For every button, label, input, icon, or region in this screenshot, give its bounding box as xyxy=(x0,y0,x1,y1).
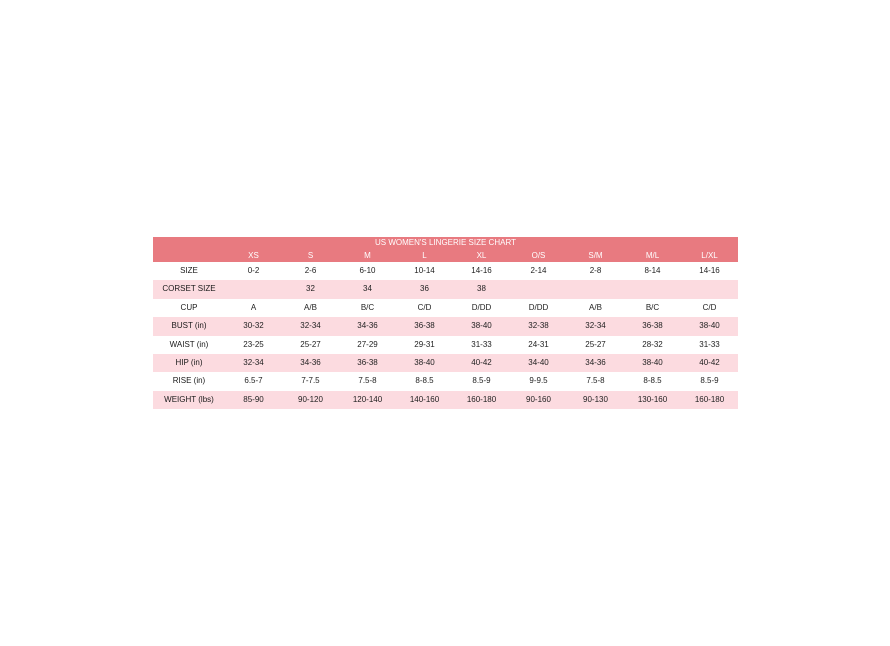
row-label: BUST (in) xyxy=(153,317,225,335)
table-cell: 160-180 xyxy=(681,391,738,409)
table-cell: D/DD xyxy=(471,302,492,312)
size-header: S xyxy=(282,249,339,262)
table-cell: 9-9.5 xyxy=(529,376,548,386)
table-cell: A/B xyxy=(304,302,317,312)
table-cell: 38-40 xyxy=(453,317,510,335)
title-row xyxy=(153,237,738,249)
table-cell xyxy=(567,280,624,298)
size-header: XL xyxy=(453,249,510,262)
table-cell: 8-8.5 xyxy=(643,376,662,386)
table-cell: 130-160 xyxy=(624,391,681,409)
table-cell xyxy=(681,280,738,298)
row-label: SIZE xyxy=(180,266,198,275)
table-cell: C/D xyxy=(417,302,432,312)
table-cell: 7-7.5 xyxy=(301,376,320,386)
table-cell: 7.5-8 xyxy=(358,376,377,386)
row-label: CORSET SIZE xyxy=(153,280,225,298)
table-cell: 32-34 xyxy=(282,317,339,335)
table-cell: 29-31 xyxy=(414,339,435,349)
chart-title: US WOMEN'S LINGERIE SIZE CHART xyxy=(153,237,738,249)
table-cell: 36 xyxy=(396,280,453,298)
table-cell: 90-160 xyxy=(510,391,567,409)
table-cell: 31-33 xyxy=(699,339,720,349)
table-cell: 14-16 xyxy=(699,266,720,275)
table-cell: 85-90 xyxy=(225,391,282,409)
size-header: S/M xyxy=(567,249,624,262)
table-cell: 6-10 xyxy=(359,266,376,275)
table-cell: C/D xyxy=(702,302,717,312)
table-row xyxy=(153,336,738,354)
table-cell: 32-34 xyxy=(225,354,282,372)
table-cell: 40-42 xyxy=(681,354,738,372)
table-cell: 32 xyxy=(282,280,339,298)
table-cell: 24-31 xyxy=(528,339,549,349)
table-row xyxy=(153,372,738,390)
row-label: CUP xyxy=(180,302,198,312)
size-header: L/XL xyxy=(681,249,738,262)
table-cell: 34-40 xyxy=(510,354,567,372)
table-cell: 25-27 xyxy=(300,339,321,349)
table-cell: 8-14 xyxy=(644,266,661,275)
row-label: HIP (in) xyxy=(153,354,225,372)
table-cell: 34 xyxy=(339,280,396,298)
table-cell: 23-25 xyxy=(243,339,264,349)
table-cell: 40-42 xyxy=(453,354,510,372)
table-cell: 30-32 xyxy=(225,317,282,335)
table-cell: 2-14 xyxy=(530,266,547,275)
row-label: WEIGHT (lbs) xyxy=(153,391,225,409)
table-cell: 0-2 xyxy=(247,266,260,275)
table-row xyxy=(153,280,738,298)
table-cell: A/B xyxy=(589,302,602,312)
size-header: L xyxy=(396,249,453,262)
table-cell: A xyxy=(250,302,257,312)
size-header-blank xyxy=(153,249,225,262)
table-cell: 34-36 xyxy=(339,317,396,335)
table-cell: 38-40 xyxy=(624,354,681,372)
table-cell xyxy=(624,280,681,298)
table-cell: 31-33 xyxy=(471,339,492,349)
size-header: O/S xyxy=(510,249,567,262)
table-cell: B/C xyxy=(645,302,660,312)
size-chart-table xyxy=(153,237,738,409)
table-cell: 25-27 xyxy=(585,339,606,349)
table-cell: 8.5-9 xyxy=(472,376,491,386)
table-cell: 32-38 xyxy=(510,317,567,335)
table-cell: 90-120 xyxy=(282,391,339,409)
table-row xyxy=(153,317,738,335)
table-cell: 8-8.5 xyxy=(415,376,434,386)
table-cell: 2-6 xyxy=(304,266,317,275)
table-cell: 32-34 xyxy=(567,317,624,335)
table-cell: 90-130 xyxy=(567,391,624,409)
table-cell: 2-8 xyxy=(589,266,602,275)
table-row xyxy=(153,354,738,372)
table-cell: 36-38 xyxy=(339,354,396,372)
table-cell: 10-14 xyxy=(414,266,435,275)
table-cell: 7.5-8 xyxy=(586,376,605,386)
table-row xyxy=(153,299,738,317)
table-cell xyxy=(510,280,567,298)
table-cell xyxy=(225,280,282,298)
table-cell: 140-160 xyxy=(396,391,453,409)
table-cell: 120-140 xyxy=(339,391,396,409)
table-row xyxy=(153,262,738,280)
table-cell: 27-29 xyxy=(357,339,378,349)
table-cell: 38 xyxy=(453,280,510,298)
table-cell: 14-16 xyxy=(471,266,492,275)
table-row xyxy=(153,391,738,409)
table-cell: 28-32 xyxy=(642,339,663,349)
row-label: RISE (in) xyxy=(172,376,206,386)
size-header: M xyxy=(339,249,396,262)
table-cell: 38-40 xyxy=(681,317,738,335)
table-cell: 34-36 xyxy=(282,354,339,372)
table-cell: 36-38 xyxy=(624,317,681,335)
table-cell: 36-38 xyxy=(396,317,453,335)
table-cell: 160-180 xyxy=(453,391,510,409)
size-header-row xyxy=(153,249,738,262)
row-label: WAIST (in) xyxy=(169,339,209,349)
table-cell: D/DD xyxy=(528,302,549,312)
table-cell: 38-40 xyxy=(396,354,453,372)
table-cell: 34-36 xyxy=(567,354,624,372)
table-cell: 8.5-9 xyxy=(700,376,719,386)
size-header: XS xyxy=(225,249,282,262)
table-cell: B/C xyxy=(360,302,375,312)
table-cell: 6.5-7 xyxy=(244,376,263,386)
size-header: M/L xyxy=(624,249,681,262)
